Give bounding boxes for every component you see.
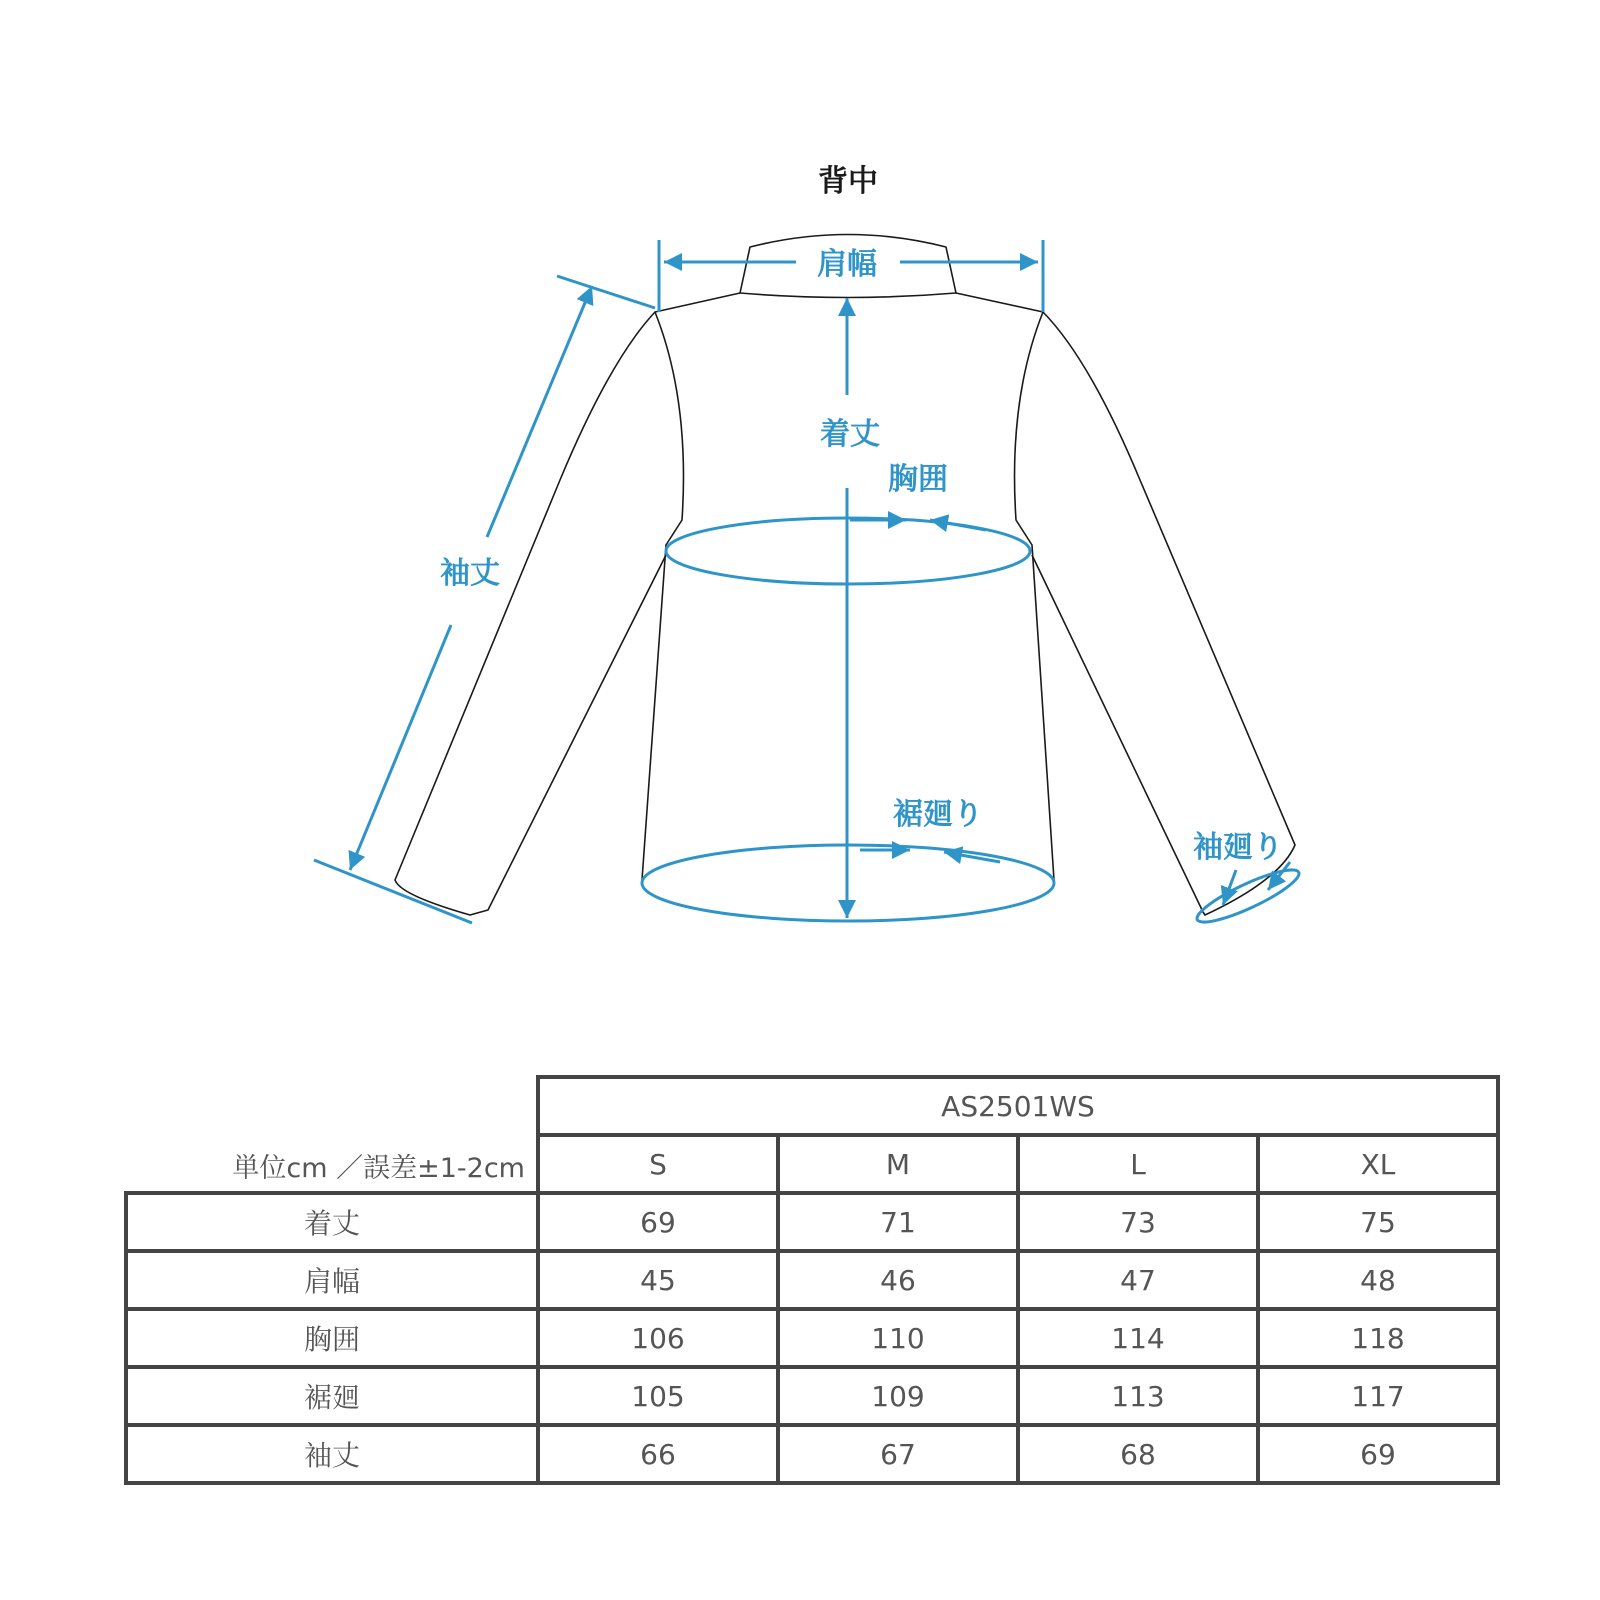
table-row xyxy=(126,1309,1498,1367)
table-cell: 69 xyxy=(1258,1425,1498,1483)
body-left xyxy=(642,293,740,880)
table-row xyxy=(126,1367,1498,1425)
table-cell: 48 xyxy=(1258,1251,1498,1309)
cuff-ellipse xyxy=(1192,861,1304,930)
table-cell: 66 xyxy=(538,1425,778,1483)
size-header: M xyxy=(778,1135,1018,1193)
row-label: 袖丈 xyxy=(126,1425,538,1483)
table-cell: 110 xyxy=(778,1309,1018,1367)
sleeve-arrow-up xyxy=(487,286,592,537)
shirt-outline xyxy=(395,235,1295,916)
table-cell: 75 xyxy=(1258,1193,1498,1251)
size-header: XL xyxy=(1258,1135,1498,1193)
left-sleeve xyxy=(395,312,666,915)
row-label: 胸囲 xyxy=(126,1309,538,1367)
unit-note: 単位cm ／誤差±1-2cm xyxy=(232,1153,525,1184)
table-cell: 105 xyxy=(538,1367,778,1425)
right-sleeve xyxy=(1032,312,1295,915)
table-row xyxy=(126,1251,1498,1309)
table-cell: 73 xyxy=(1018,1193,1258,1251)
row-label: 肩幅 xyxy=(126,1251,538,1309)
sleeve-tick-top xyxy=(557,276,655,308)
table-cell: 68 xyxy=(1018,1425,1258,1483)
table-cell: 69 xyxy=(538,1193,778,1251)
label-hem: 裾廻り xyxy=(893,797,983,832)
label-cuff: 袖廻り xyxy=(1193,830,1283,865)
sleeve-arrow-down xyxy=(350,625,451,870)
view-title: 背中 xyxy=(818,164,878,199)
table-row xyxy=(126,1425,1498,1483)
model-header: AS2501WS xyxy=(538,1077,1498,1135)
table-cell: 109 xyxy=(778,1367,1018,1425)
label-shoulder-width: 肩幅 xyxy=(817,247,877,282)
row-label: 着丈 xyxy=(126,1193,538,1251)
size-header: L xyxy=(1018,1135,1258,1193)
table-cell: 106 xyxy=(538,1309,778,1367)
table-cell: 71 xyxy=(778,1193,1018,1251)
table-cell: 47 xyxy=(1018,1251,1258,1309)
table-cell: 118 xyxy=(1258,1309,1498,1367)
table-cell: 117 xyxy=(1258,1367,1498,1425)
label-length: 着丈 xyxy=(820,417,880,452)
table-cell: 45 xyxy=(538,1251,778,1309)
size-table xyxy=(124,1075,1500,1485)
table-row xyxy=(126,1193,1498,1251)
row-label: 裾廻 xyxy=(126,1367,538,1425)
chest-arrow-in-right xyxy=(930,520,986,530)
sleeve-tick-bottom xyxy=(314,860,472,923)
model-row xyxy=(126,1077,1498,1135)
table-cell: 113 xyxy=(1018,1367,1258,1425)
table-cell: 67 xyxy=(778,1425,1018,1483)
table-cell: 46 xyxy=(778,1251,1018,1309)
label-sleeve-length: 袖丈 xyxy=(440,556,500,591)
body-right xyxy=(956,293,1054,880)
size-header-row xyxy=(126,1135,1498,1193)
table-cell: 114 xyxy=(1018,1309,1258,1367)
size-header: S xyxy=(538,1135,778,1193)
label-chest: 胸囲 xyxy=(888,462,948,497)
